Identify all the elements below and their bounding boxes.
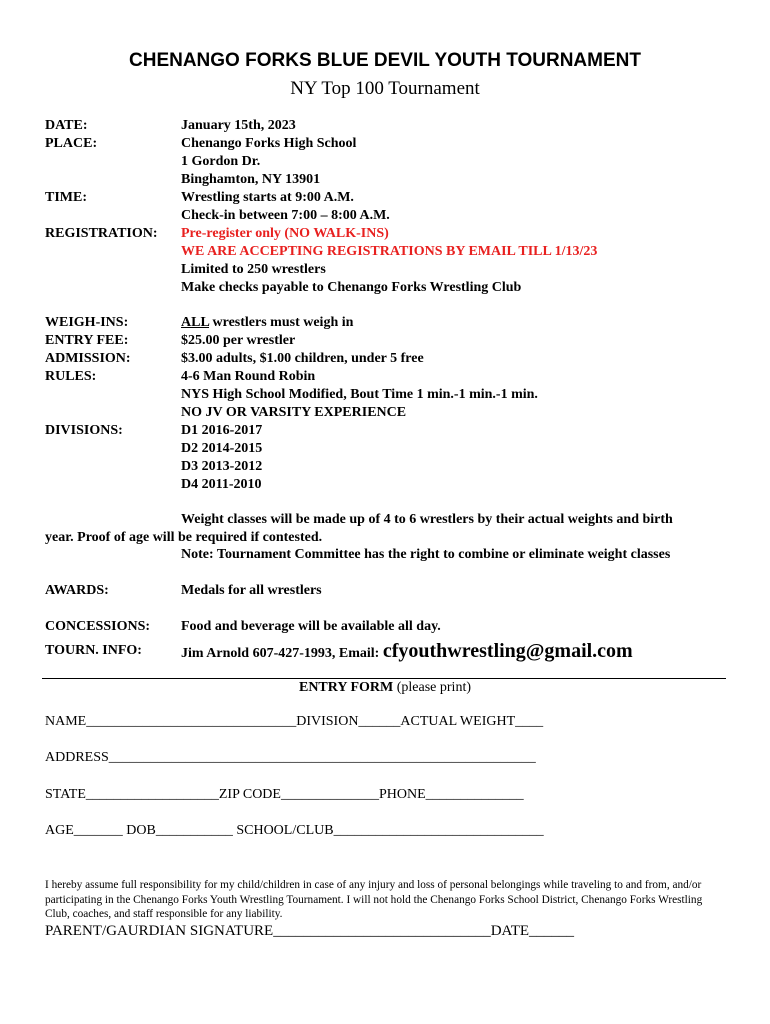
rules-line: 4-6 Man Round Robin xyxy=(181,369,316,384)
entry-fee-label: ENTRY FEE: xyxy=(45,333,129,348)
divisions-row xyxy=(45,422,735,440)
registration-red-line: WE ARE ACCEPTING REGISTRATIONS BY EMAIL TILL 1/13/23 xyxy=(181,244,598,259)
tourn-info-email: cfyouthwrestling@gmail.com xyxy=(382,640,633,662)
form-line-address[interactable]: ADDRESS_____________________________________________________________ xyxy=(45,750,536,765)
awards-value: Medals for all wrestlers xyxy=(181,583,322,598)
concessions-value: Food and beverage will be available all day. xyxy=(181,619,441,634)
divisions-row xyxy=(45,458,735,476)
concessions-label: CONCESSIONS: xyxy=(45,619,151,634)
page-subtitle: NY Top 100 Tournament xyxy=(290,78,480,99)
registration-row xyxy=(45,261,735,279)
form-line-name[interactable]: NAME______________________________DIVISION______ACTUAL WEIGHT____ xyxy=(45,714,544,729)
rules-row xyxy=(45,368,735,386)
admission-label: ADMISSION: xyxy=(45,351,131,366)
admission-value: $3.00 adults, $1.00 children, under 5 free xyxy=(181,351,424,366)
registration-line: Make checks payable to Chenango Forks Wrestling Club xyxy=(181,280,522,295)
divider xyxy=(42,678,726,679)
weight-note-line: year. Proof of age will be required if contested. xyxy=(45,530,323,545)
liability-disclaimer: I hereby assume full responsibility for my child/children in case of any injury and loss of personal belongings while traveling to and from, and/or participating in the Chenango Forks Youth Wrestling Tournament. I will not hold the Chenango Forks School District, Chenango Forks Wrestling Club, coaches, and staff responsible for any liability. xyxy=(45,879,703,920)
registration-row xyxy=(45,225,735,243)
place-row xyxy=(45,153,735,171)
place-line: Binghamton, NY 13901 xyxy=(181,172,321,187)
place-row xyxy=(45,171,735,189)
registration-row xyxy=(45,279,735,297)
division-item: D3 2013-2012 xyxy=(181,459,263,474)
admission-row xyxy=(45,350,735,368)
division-item: D4 2011-2010 xyxy=(181,477,262,492)
divisions-label: DIVISIONS: xyxy=(45,423,123,438)
tourn-info-label: TOURN. INFO: xyxy=(45,643,142,658)
weighins-all: ALL xyxy=(181,315,210,330)
time-label: TIME: xyxy=(45,190,87,205)
weight-note-line: Note: Tournament Committee has the right to combine or eliminate weight classes xyxy=(181,547,671,562)
entry-form-heading: ENTRY FORM xyxy=(298,680,394,695)
weight-note-row xyxy=(45,529,735,547)
divisions-row xyxy=(45,476,735,494)
time-row xyxy=(45,189,735,207)
weighins-rest: wrestlers must weigh in xyxy=(209,315,354,330)
place-row xyxy=(45,135,735,153)
registration-line: Limited to 250 wrestlers xyxy=(181,262,326,277)
concessions-row xyxy=(45,618,735,636)
place-label: PLACE: xyxy=(45,136,98,151)
rules-label: RULES: xyxy=(45,369,97,384)
page-title: CHENANGO FORKS BLUE DEVIL YOUTH TOURNAMENT xyxy=(129,50,641,71)
date-value: January 15th, 2023 xyxy=(181,118,296,133)
rules-line: NYS High School Modified, Bout Time 1 min.-1 min.-1 min. xyxy=(181,387,538,402)
registration-red-line: Pre-register only (NO WALK-INS) xyxy=(181,226,389,241)
rules-row xyxy=(45,404,735,422)
time-row xyxy=(45,207,735,225)
date-label: DATE: xyxy=(45,118,88,133)
time-line: Wrestling starts at 9:00 A.M. xyxy=(181,190,354,205)
weight-note-row xyxy=(45,546,735,564)
weighins-row xyxy=(45,314,735,332)
division-item: D2 2014-2015 xyxy=(181,441,263,456)
entry-form-title xyxy=(0,680,770,696)
signature-line[interactable]: PARENT/GAURDIAN SIGNATURE_____________________________DATE______ xyxy=(45,923,575,939)
registration-row xyxy=(45,243,735,261)
form-line-state[interactable]: STATE___________________ZIP CODE______________PHONE______________ xyxy=(45,787,524,802)
divisions-row xyxy=(45,440,735,458)
entry-fee-value: $25.00 per wrestler xyxy=(181,333,296,348)
entry-fee-row xyxy=(45,332,735,350)
date-row xyxy=(45,117,735,135)
awards-label: AWARDS: xyxy=(45,583,109,598)
time-line: Check-in between 7:00 – 8:00 A.M. xyxy=(181,208,390,223)
tourn-info-contact: Jim Arnold 607-427-1993, Email: xyxy=(181,646,383,661)
weight-note-line: Weight classes will be made up of 4 to 6 wrestlers by their actual weights and birth xyxy=(181,512,673,527)
place-line: Chenango Forks High School xyxy=(181,136,357,151)
weighins-value xyxy=(181,314,353,332)
rules-line: NO JV OR VARSITY EXPERIENCE xyxy=(181,405,407,420)
entry-form-note: (please print) xyxy=(393,680,471,695)
division-item: D1 2016-2017 xyxy=(181,423,263,438)
place-line: 1 Gordon Dr. xyxy=(181,154,261,169)
tourn-info-row xyxy=(45,640,735,662)
registration-label: REGISTRATION: xyxy=(45,226,158,241)
awards-row xyxy=(45,582,735,600)
form-line-age[interactable]: AGE_______ DOB___________ SCHOOL/CLUB______________________________ xyxy=(45,823,544,838)
tourn-info-value xyxy=(181,640,633,665)
rules-row xyxy=(45,386,735,404)
weight-note-row xyxy=(45,511,735,529)
weighins-label: WEIGH-INS: xyxy=(45,315,129,330)
